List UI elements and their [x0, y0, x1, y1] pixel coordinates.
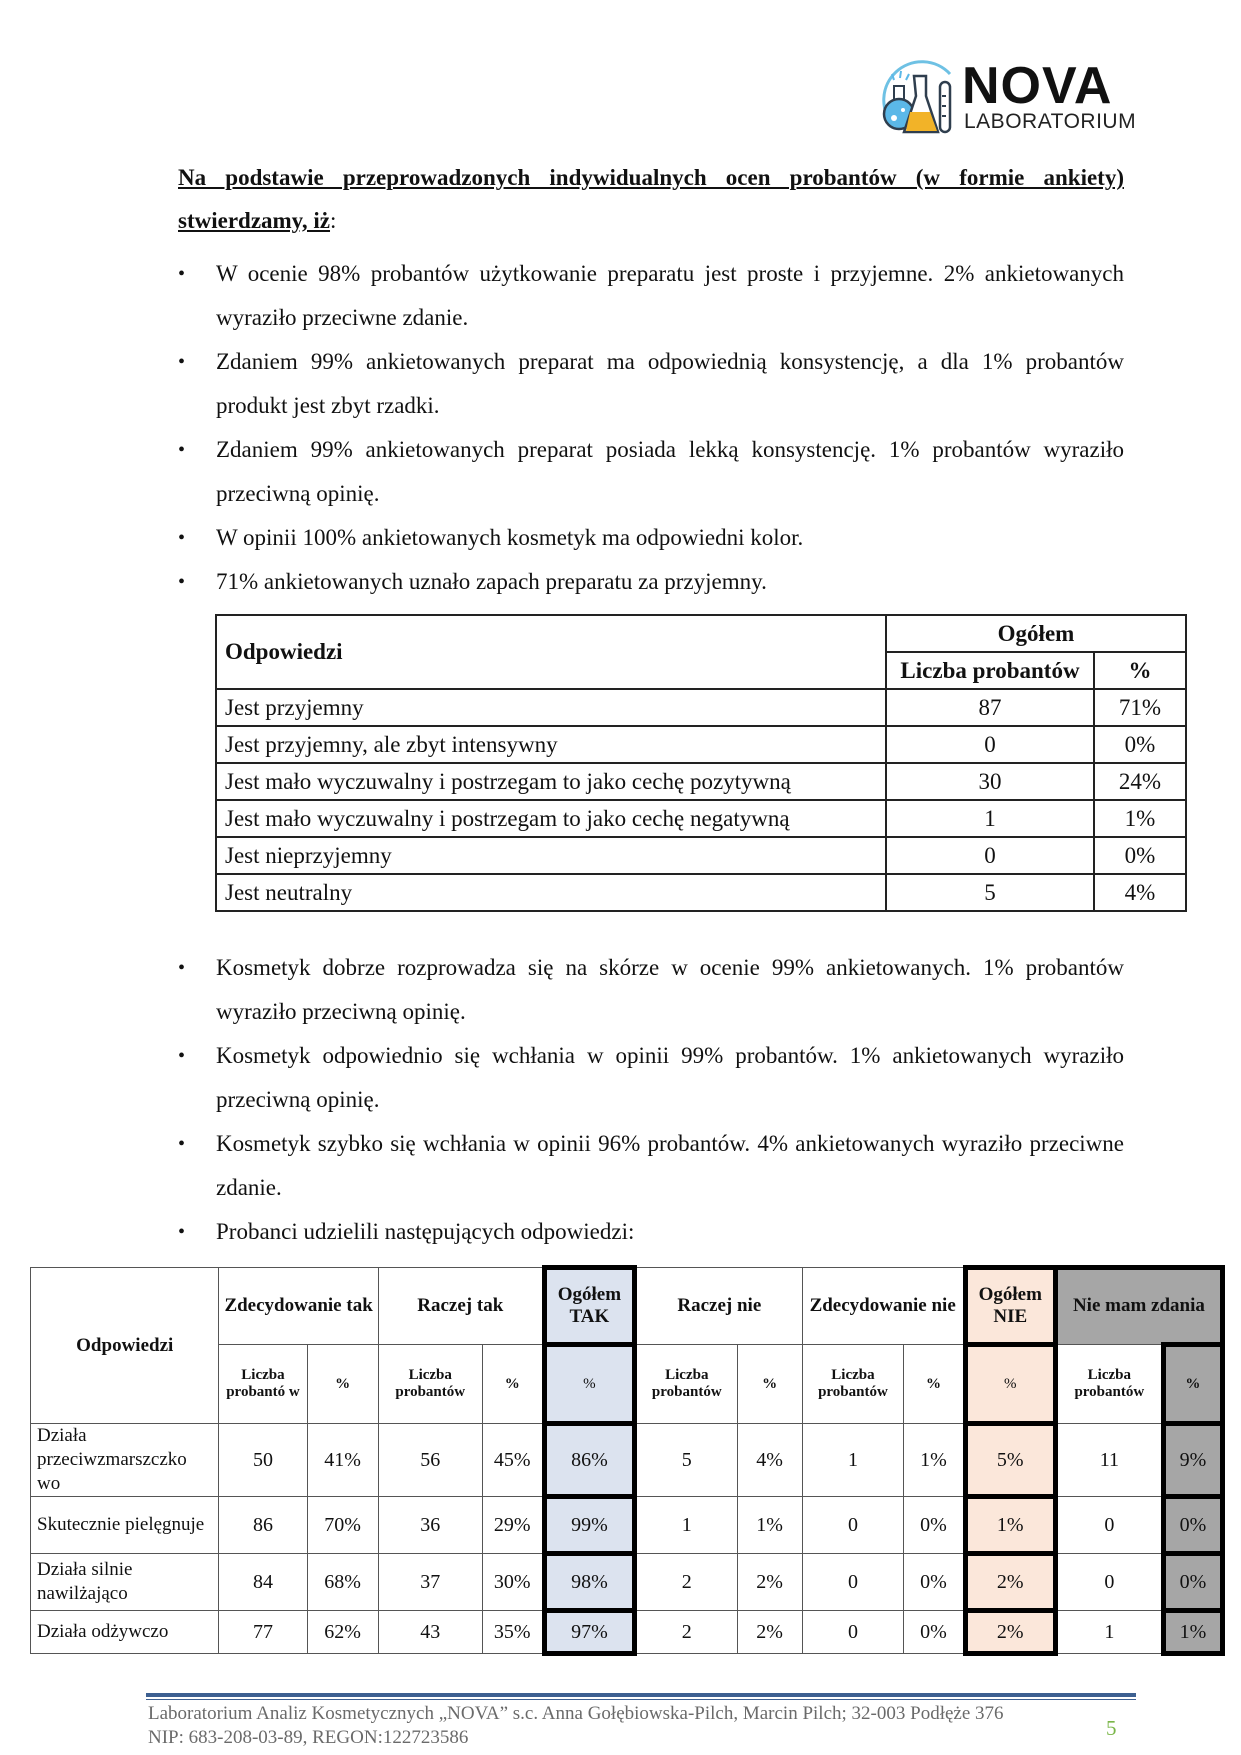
header-count: Liczba probantów [886, 652, 1094, 689]
table-row: Skutecznie pielęgnuje 86 70% 36 29% 99% 1 1% 0 0% 1% 0 0% [31, 1497, 1223, 1554]
bullet-icon: • [178, 957, 186, 979]
table-row: Działa przeciwzmarszczko wo 50 41% 56 45% 86% 5 4% 1 1% 5% 11 9% [31, 1424, 1223, 1497]
page-number: 5 [1106, 1716, 1117, 1740]
intro-heading [178, 156, 1124, 242]
table-row: Działa silnie nawilżająco 84 68% 37 30% 98% 2 2% 0 0% 2% 0 0% [31, 1554, 1223, 1611]
bullet-icon: • [178, 1221, 186, 1243]
list-item: • 71% ankietowanych uznało zapach preparatu za przyjemny. [178, 560, 1124, 604]
bullet-icon: • [178, 351, 186, 373]
header-total: Ogółem [886, 615, 1186, 652]
bullet-icon: • [178, 527, 186, 549]
table-row: Działa odżywczo 77 62% 43 35% 97% 2 2% 0 0% 2% 1 1% [31, 1611, 1223, 1654]
nova-logo [880, 56, 1137, 138]
header-total-no: Ogółem NIE [965, 1268, 1055, 1345]
bullet-icon: • [178, 1133, 186, 1155]
header-rather-yes: Raczej tak [378, 1268, 544, 1345]
list-item: • W opinii 100% ankietowanych kosmetyk ma odpowiedni kolor. [178, 516, 1124, 560]
findings-list-bottom [178, 946, 1124, 1254]
scent-table [215, 614, 1187, 912]
header-pct: % [1094, 652, 1186, 689]
table-row: Jest nieprzyjemny 0 0% [216, 837, 1186, 874]
bullet-icon: • [178, 1045, 186, 1067]
list-item: • Kosmetyk szybko się wchłania w opinii 96% probantów. 4% ankietowanych wyraziło przeciwne zdanie. [178, 1122, 1124, 1210]
logo-subtitle: LABORATORIUM [964, 110, 1137, 133]
list-item: • Kosmetyk dobrze rozprowadza się na skórze w ocenie 99% ankietowanych. 1% probantów wyraziło przeciwną opinię. [178, 946, 1124, 1034]
header-definitely-yes: Zdecydowanie tak [219, 1268, 378, 1345]
header-answers: Odpowiedzi [216, 615, 886, 689]
footer-company-line: Laboratorium Analiz Kosmetycznych „NOVA” s.c. Anna Gołębiowska-Pilch, Marcin Pilch; 32-003 Podłęże 376 [148, 1703, 1004, 1724]
header-definitely-no: Zdecydowanie nie [802, 1268, 965, 1345]
list-item: • Probanci udzielili następujących odpowiedzi: [178, 1210, 1124, 1254]
list-item: • Zdaniem 99% ankietowanych preparat posiada lekką konsystencję. 1% probantów wyraziło przeciwną opinię. [178, 428, 1124, 516]
bullet-icon: • [178, 571, 186, 593]
header-answers: Odpowiedzi [31, 1268, 219, 1424]
laboratory-flasks-icon [880, 56, 960, 138]
list-item: • W ocenie 98% probantów użytkowanie preparatu jest proste i przyjemne. 2% ankietowanych wyraziło przeciwne zdanie. [178, 252, 1124, 340]
footer-registry-line: NIP: 683-208-03-89, REGON:122723586 [148, 1727, 469, 1748]
list-item: • Zdaniem 99% ankietowanych preparat ma odpowiednią konsystencję, a dla 1% probantów produkt jest zbyt rzadki. [178, 340, 1124, 428]
findings-list-top [178, 252, 1124, 604]
table-row: Jest przyjemny 87 71% [216, 689, 1186, 726]
footer-divider [146, 1693, 1136, 1697]
header-total-yes: Ogółem TAK [544, 1268, 634, 1345]
bullet-icon: • [178, 263, 186, 285]
intro-colon: : [330, 208, 337, 233]
bullet-icon: • [178, 439, 186, 461]
intro-text: Na podstawie przeprowadzonych indywidualnych ocen probantów (w formie ankiety) stwierdzamy, iż [178, 165, 1124, 233]
header-rather-no: Raczej nie [635, 1268, 803, 1345]
effects-table: Odpowiedzi Zdecydowanie tak Raczej tak Ogółem TAK Raczej nie Zdecydowanie nie Ogółem NIE Nie mam zdania Liczba probantó w % Liczba probantów % % Liczba probantów % Liczba probantów % % Liczba probantów % Działa przeciwzmarszczko wo 50 41% 56 45% 86% 5 4% 1 1% 5% 11 9% Skutecznie pielęgnuje 86 70% 36 29% 99% 1 1% 0 0% 1% 0 0% Działa silnie nawilżająco 84 68% 37 30% 98% 2 2% 0 0% 2% 0 0% Działa odżywczo 77 62% 43 35% 97% 2 2% 0 0% 2% 1 1% [30, 1265, 1225, 1656]
list-item: • Kosmetyk odpowiednio się wchłania w opinii 99% probantów. 1% ankietowanych wyraziło przeciwną opinię. [178, 1034, 1124, 1122]
table-row: Jest mało wyczuwalny i postrzegam to jako cechę negatywną 1 1% [216, 800, 1186, 837]
footer [148, 1702, 1004, 1750]
table-row: Jest mało wyczuwalny i postrzegam to jako cechę pozytywną 30 24% [216, 763, 1186, 800]
table-row: Jest neutralny 5 4% [216, 874, 1186, 911]
table-row: Jest przyjemny, ale zbyt intensywny 0 0% [216, 726, 1186, 763]
header-no-opinion: Nie mam zdania [1055, 1268, 1222, 1345]
logo-title: NOVA [962, 57, 1113, 115]
footer-divider-thin [146, 1699, 1136, 1700]
